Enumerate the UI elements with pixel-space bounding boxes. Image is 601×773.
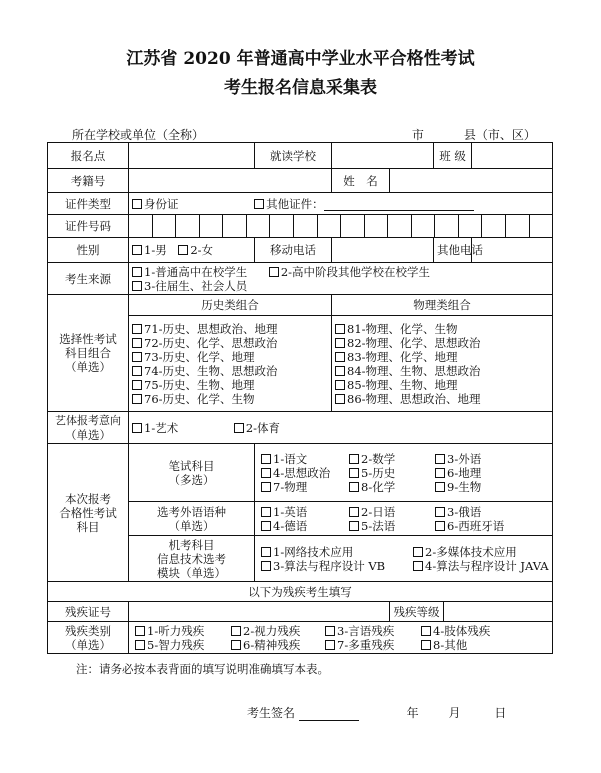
language-option[interactable]: 1-英语 — [258, 505, 346, 519]
school-field-label: 就读学校 — [255, 143, 332, 169]
id-type-label: 证件类型 — [48, 193, 129, 215]
checkbox[interactable] — [261, 482, 271, 492]
source-options — [129, 263, 553, 295]
male-label: 1-男 — [144, 243, 167, 257]
checkbox[interactable] — [421, 640, 431, 650]
checkbox[interactable] — [325, 640, 335, 650]
disability-header: 以下为残疾考生填写 — [48, 582, 553, 602]
disability-option[interactable]: 5-智力残疾 — [132, 638, 228, 652]
school-input[interactable] — [204, 129, 336, 143]
physics-option[interactable]: 82-物理、化学、思想政治 — [335, 336, 549, 350]
checkbox[interactable] — [135, 640, 145, 650]
class-label: 班 级 — [434, 143, 472, 169]
checkbox[interactable] — [421, 626, 431, 636]
art-options — [129, 412, 553, 444]
checkbox[interactable] — [349, 468, 359, 478]
disability-cert-field[interactable] — [129, 602, 390, 622]
male-checkbox[interactable] — [132, 245, 142, 255]
checkbox[interactable] — [335, 380, 345, 390]
class-field[interactable] — [472, 143, 553, 169]
id-type-options — [129, 193, 553, 215]
history-options — [129, 316, 332, 412]
checkbox[interactable] — [335, 338, 345, 348]
language-option[interactable]: 5-法语 — [346, 519, 432, 533]
disability-option[interactable]: 4-肢体残疾 — [418, 624, 549, 638]
checkbox[interactable] — [261, 454, 271, 464]
row-combo-header — [48, 295, 553, 316]
checkbox[interactable] — [231, 626, 241, 636]
form-title: 江苏省 2020 年普通高中学业水平合格性考试 — [126, 49, 475, 69]
row-source — [48, 263, 553, 295]
other-phone-field[interactable] — [472, 238, 553, 263]
checkbox[interactable] — [435, 454, 445, 464]
gender-label: 性别 — [48, 238, 129, 263]
id-card-checkbox[interactable] — [132, 199, 142, 209]
row-baoming — [48, 143, 553, 169]
source-3-label: 3-往届生、社会人员 — [144, 278, 248, 293]
checkbox[interactable] — [335, 352, 345, 362]
disability-option[interactable]: 8-其他 — [418, 638, 549, 652]
history-option[interactable]: 76-历史、化学、生物 — [132, 392, 328, 406]
written-options — [255, 444, 553, 502]
history-header: 历史类组合 — [129, 295, 332, 316]
disability-option[interactable]: 6-精神残疾 — [228, 638, 322, 652]
source-label: 考生来源 — [48, 263, 129, 295]
sport-checkbox[interactable] — [234, 423, 244, 433]
month-label: 月 — [448, 706, 461, 720]
history-option[interactable]: 75-历史、生物、地理 — [132, 378, 328, 392]
row-id-type — [48, 193, 553, 215]
disability-type-options — [129, 622, 553, 654]
checkbox[interactable] — [325, 626, 335, 636]
source-3-checkbox[interactable] — [132, 281, 142, 291]
language-option[interactable]: 4-德语 — [258, 519, 346, 533]
county-input[interactable] — [424, 129, 464, 143]
kaoji-field[interactable] — [129, 169, 332, 193]
row-id-number — [48, 215, 553, 238]
checkbox[interactable] — [435, 482, 445, 492]
checkbox[interactable] — [132, 394, 142, 404]
school-line — [72, 126, 536, 143]
source-1-label: 1-普通高中在校学生 — [144, 264, 248, 279]
disability-option[interactable]: 2-视力残疾 — [228, 624, 322, 638]
disability-level-label: 残疾等级 — [390, 602, 444, 622]
name-label: 姓 名 — [332, 169, 390, 193]
checkbox[interactable] — [413, 561, 423, 571]
row-gender-phone — [48, 238, 553, 263]
footnote: 注：请务必按本表背面的填写说明准确填写本表。 — [76, 662, 329, 676]
source-2-label: 2-高中阶段其他学校在校学生 — [280, 264, 431, 279]
checkbox[interactable] — [349, 482, 359, 492]
it-options — [255, 536, 553, 582]
signature-label: 考生签名 — [247, 706, 296, 720]
city-input[interactable] — [370, 129, 412, 143]
checkbox[interactable] — [135, 626, 145, 636]
name-field[interactable] — [390, 169, 553, 193]
it-option[interactable]: 1-网络技术应用 — [258, 545, 410, 559]
row-disability-type — [48, 622, 553, 654]
signature-line — [247, 704, 506, 721]
it-label: 机考科目 信息技术选考 模块（单选） — [129, 536, 255, 582]
registration-form — [47, 142, 553, 654]
checkbox[interactable] — [349, 521, 359, 531]
kaoji-label: 考籍号 — [48, 169, 129, 193]
art-label: 艺体报考意向 （单选） — [48, 412, 129, 444]
source-2-checkbox[interactable] — [269, 267, 279, 277]
baoming-field[interactable] — [129, 143, 255, 169]
written-label: 笔试科目 （多选） — [129, 444, 255, 502]
checkbox[interactable] — [435, 468, 445, 478]
language-label: 选考外语语种 （单选） — [129, 502, 255, 536]
checkbox[interactable] — [261, 468, 271, 478]
year-label: 年 — [406, 706, 419, 720]
language-option[interactable]: 3-俄语 — [432, 505, 549, 519]
language-option[interactable]: 2-日语 — [346, 505, 432, 519]
physics-option[interactable]: 83-物理、化学、地理 — [335, 350, 549, 364]
sport-option-label: 2-体育 — [245, 420, 281, 435]
row-written — [48, 444, 553, 502]
id-number-grid[interactable] — [129, 215, 553, 238]
written-option[interactable]: 6-地理 — [432, 466, 549, 480]
checkbox[interactable] — [261, 547, 271, 557]
physics-option[interactable]: 85-物理、生物、地理 — [335, 378, 549, 392]
form-subtitle: 考生报名信息采集表 — [224, 78, 377, 98]
checkbox[interactable] — [349, 454, 359, 464]
disability-cert-label: 残疾证号 — [48, 602, 129, 622]
physics-option[interactable]: 86-物理、思想政治、地理 — [335, 392, 549, 406]
checkbox[interactable] — [261, 561, 271, 571]
checkbox[interactable] — [335, 366, 345, 376]
physics-header: 物理类组合 — [332, 295, 553, 316]
baoming-label: 报名点 — [48, 143, 129, 169]
checkbox[interactable] — [261, 521, 271, 531]
written-option[interactable]: 5-历史 — [346, 466, 432, 480]
it-option[interactable]: 3-算法与程序设计 VB — [258, 559, 410, 573]
checkbox[interactable] — [132, 324, 142, 334]
disability-option[interactable]: 3-言语残疾 — [322, 624, 418, 638]
disability-option[interactable]: 1-听力残疾 — [132, 624, 228, 638]
language-options — [255, 502, 553, 536]
written-option[interactable]: 7-物理 — [258, 480, 346, 494]
written-option[interactable]: 3-外语 — [432, 452, 549, 466]
history-option[interactable]: 73-历史、化学、地理 — [132, 350, 328, 364]
other-id-label: 其他证件： — [266, 196, 324, 211]
row-art — [48, 412, 553, 444]
other-phone-label: 其他电话 — [434, 238, 472, 263]
other-id-checkbox[interactable] — [254, 199, 264, 209]
written-option[interactable]: 8-化学 — [346, 480, 432, 494]
it-option[interactable]: 4-算法与程序设计 JAVA — [410, 559, 549, 573]
combo-label: 选择性考试 科目组合 （单选） — [48, 295, 129, 412]
row-disability-header — [48, 582, 553, 602]
city-label: 市 — [411, 128, 424, 142]
mobile-label: 移动电话 — [255, 238, 332, 263]
language-option[interactable]: 6-西班牙语 — [432, 519, 549, 533]
mobile-field[interactable] — [332, 238, 434, 263]
source-1-checkbox[interactable] — [132, 267, 142, 277]
female-label: 2-女 — [190, 243, 214, 257]
disability-type-label: 残疾类别 （单选） — [48, 622, 129, 654]
checkbox[interactable] — [349, 507, 359, 517]
history-option[interactable]: 72-历史、化学、思想政治 — [132, 336, 328, 350]
day-label: 日 — [494, 706, 507, 720]
disability-level-field[interactable] — [444, 602, 553, 622]
checkbox[interactable] — [435, 521, 445, 531]
female-checkbox[interactable] — [178, 245, 188, 255]
history-option[interactable]: 71-历史、思想政治、地理 — [132, 322, 328, 336]
disability-option[interactable]: 7-多重残疾 — [322, 638, 418, 652]
checkbox[interactable] — [261, 507, 271, 517]
checkbox[interactable] — [132, 352, 142, 362]
row-disability-cert — [48, 602, 553, 622]
school-label: 所在学校或单位（全称） — [72, 128, 205, 142]
physics-options — [332, 316, 553, 412]
school-field[interactable] — [332, 143, 434, 169]
written-option[interactable]: 4-思想政治 — [258, 466, 346, 480]
exam-label: 本次报考 合格性考试 科目 — [48, 444, 129, 582]
history-option[interactable]: 74-历史、生物、思想政治 — [132, 364, 328, 378]
it-option[interactable]: 2-多媒体技术应用 — [410, 545, 549, 559]
gender-options — [129, 238, 255, 263]
row-kaoji — [48, 169, 553, 193]
checkbox[interactable] — [132, 380, 142, 390]
checkbox[interactable] — [335, 394, 345, 404]
other-id-input[interactable] — [324, 199, 474, 211]
id-number-label: 证件号码 — [48, 215, 129, 238]
checkbox[interactable] — [435, 507, 445, 517]
id-card-label: 身份证 — [144, 196, 179, 211]
art-checkbox[interactable] — [132, 423, 142, 433]
signature-input[interactable] — [299, 707, 359, 721]
physics-option[interactable]: 81-物理、化学、生物 — [335, 322, 549, 336]
checkbox[interactable] — [132, 366, 142, 376]
checkbox[interactable] — [231, 640, 241, 650]
checkbox[interactable] — [413, 547, 423, 557]
written-option[interactable]: 9-生物 — [432, 480, 549, 494]
written-option[interactable]: 1-语文 — [258, 452, 346, 466]
art-option-label: 1-艺术 — [144, 420, 179, 435]
county-label: 县（市、区） — [463, 128, 536, 142]
written-option[interactable]: 2-数学 — [346, 452, 432, 466]
physics-option[interactable]: 84-物理、生物、思想政治 — [335, 364, 549, 378]
checkbox[interactable] — [335, 324, 345, 334]
checkbox[interactable] — [132, 338, 142, 348]
